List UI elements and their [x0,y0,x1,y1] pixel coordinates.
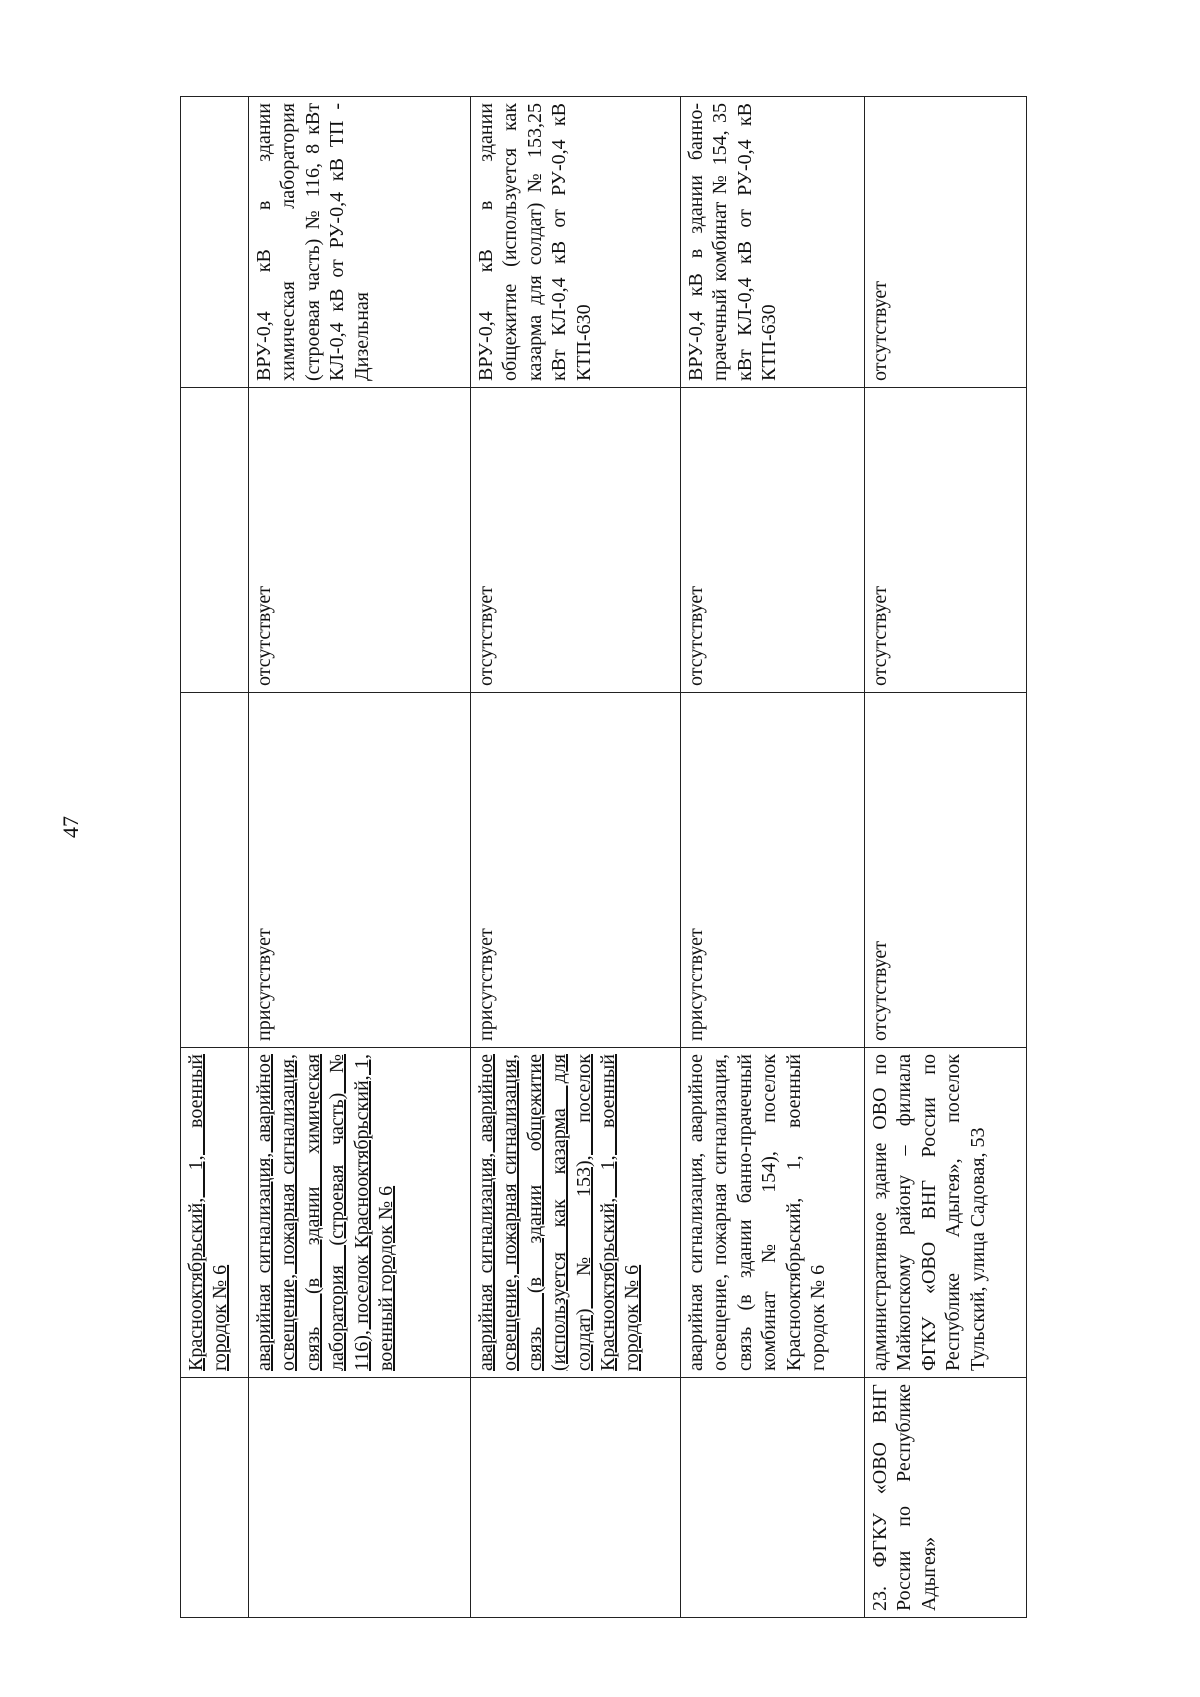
table-row [181,97,249,1618]
table-row [249,97,471,1618]
org-cell [181,1378,249,1618]
status-cell: отсутствует [865,388,1027,693]
systems-cell: аварийная сигнализация, аварийное освещение, пожарная сигнализация, связь (в здании банно-прачечный комбинат № 154), поселок Краснооктябрьский, 1, военный городок № 6 [681,1048,865,1378]
status-cell: отсутствует [471,388,681,693]
status-cell: присутствует [681,693,865,1048]
power-source-cell: отсутствует [865,97,1027,388]
page-number: 47 [58,816,83,838]
empty-cell [181,693,249,1048]
location-cell: Краснооктябрьский, 1, военный городок № 6 [181,1048,249,1378]
status-cell: отсутствует [249,388,471,693]
rotated-table-container [180,97,1026,1618]
power-source-cell: ВРУ-0,4 кВ в здании общежитие (используется как казарма для солдат) № 153,25 кВт КЛ-0,4 кВ от РУ-0,4 кВ КТП-630 [471,97,681,388]
org-cell: 23. ФГКУ «ОВО ВНГ России по Республике Адыгея» [865,1378,1027,1618]
status-cell: присутствует [249,693,471,1048]
empty-cell [181,97,249,388]
table-row [865,97,1027,1618]
org-cell [249,1378,471,1618]
power-source-cell: ВРУ-0,4 кВ в здании банно-прачечный комбинат № 154, 35 кВт КЛ-0,4 кВ от РУ-0,4 кВ КТП-630 [681,97,865,388]
power-source-cell: ВРУ-0,4 кВ в здании химическая лаборатория (строевая часть) № 116, 8 кВт КЛ-0,4 кВ от РУ-0,4 кВ ТП - Дизельная [249,97,471,388]
empty-cell [181,388,249,693]
status-cell: отсутствует [681,388,865,693]
status-cell: отсутствует [865,693,1027,1048]
systems-cell: аварийная сигнализация, аварийное освещение, пожарная сигнализация, связь (в здании общежитие (используется как казарма для солдат) № 153), поселок Краснооктябрьский, 1, военный городок № 6 [471,1048,681,1378]
org-cell [681,1378,865,1618]
systems-cell: административное здание ОВО по Майкопскому району – филиала ФГКУ «ОВО ВНГ России по Республике Адыгея», поселок Тульский, улица Садовая, 53 [865,1048,1027,1378]
table-row [681,97,865,1618]
status-cell: присутствует [471,693,681,1048]
org-cell [471,1378,681,1618]
data-table [180,96,1027,1618]
table-row [471,97,681,1618]
systems-cell: аварийная сигнализация, аварийное освещение, пожарная сигнализация, связь (в здании химическая лаборатория (строевая часть) № 116), поселок Краснооктябрьский, 1, военный городок № 6 [249,1048,471,1378]
